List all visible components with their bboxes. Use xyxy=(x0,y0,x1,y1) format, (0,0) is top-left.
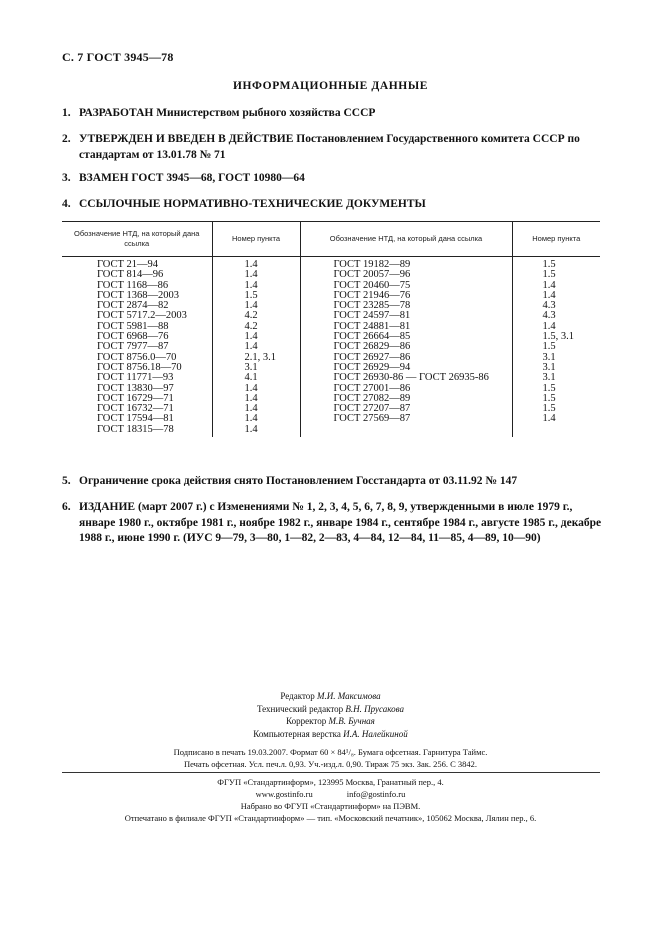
page-header: С. 7 ГОСТ 3945—78 xyxy=(62,50,174,64)
table-cell-value: ГОСТ 26927—86 xyxy=(333,351,411,363)
table-cell-value: 1.4 xyxy=(244,392,258,404)
table-cell-value: 4.2 xyxy=(244,310,258,322)
table-cell-value: 1.5 xyxy=(542,259,556,270)
publisher-contacts xyxy=(0,788,661,800)
table-cell-value: ГОСТ 27207—87 xyxy=(333,403,411,415)
item-bold-text: РАЗРАБОТАН xyxy=(79,107,154,119)
table-cell-value: ГОСТ 13830—97 xyxy=(97,382,174,394)
credit-role: Технический редактор xyxy=(256,703,344,714)
credit-name: М.И. Максимова xyxy=(317,691,381,701)
table-cell-value: 1.4 xyxy=(244,269,258,281)
table-cell-value: 1.5, 3.1 xyxy=(542,331,574,343)
item-bold-text: УТВЕРЖДЕН И ВВЕДЕН В ДЕЙСТВИЕ xyxy=(79,133,294,145)
table-cell-value: 1.5 xyxy=(542,382,556,394)
info-item-6 xyxy=(62,500,602,547)
table-cell-value: 4.3 xyxy=(542,310,556,322)
table-cell-value: ГОСТ 20057—96 xyxy=(333,269,411,281)
table-cell-value: ГОСТ 26664—85 xyxy=(333,331,411,343)
item-number: 3. xyxy=(62,172,71,184)
item-bold-text: ИЗДАНИЕ xyxy=(79,501,136,513)
item-number: 1. xyxy=(62,107,71,119)
item-bold-text: ССЫЛОЧНЫЕ НОРМАТИВНО-ТЕХНИЧЕСКИЕ ДОКУМЕНТЫ xyxy=(79,198,426,210)
table-cell-value: ГОСТ 19182—89 xyxy=(333,259,411,270)
column-header-item: Номер пункта xyxy=(512,222,600,257)
column-header-doc: Обозначение НТД, на который дана ссылка xyxy=(300,222,512,257)
item-number: 4. xyxy=(62,198,71,210)
table-cell-value: ГОСТ 8756.18—70 xyxy=(97,361,182,373)
publisher-info xyxy=(0,776,661,824)
item-number: 6. xyxy=(62,501,71,513)
credit-role: Компьютерная верстка xyxy=(253,728,341,739)
right-doc-list xyxy=(300,257,512,438)
table-cell-value: 1.4 xyxy=(244,279,258,291)
left-item-list xyxy=(212,257,300,438)
table-cell-value: ГОСТ 27569—87 xyxy=(333,413,411,425)
table-cell-value: 1.5 xyxy=(542,341,556,353)
publisher-website: www.gostinfo.ru xyxy=(255,789,313,799)
table-cell-value: ГОСТ 2874—82 xyxy=(97,300,169,312)
item-text: (март 2007 г.) с Изменениями № 1, 2, 3, 4, 5, 6, 7, 8, 9, утвержденными в июле 1979 г., январе 1980 г., октябре 1981 г., ноябре 1982 г., январе 1984 г., сентябре 1984 г., августе 1985 г., декабре 1988 г., июне 1990 г. (ИУС 9—79, 3—80, 1—82, 2—83, 4—84, 12—84, 11—85, 4—89, 10—90) xyxy=(79,501,602,544)
table-cell-value: ГОСТ 24881—81 xyxy=(333,320,411,332)
print-line: Печать офсетная. Усл. печ.л. 0,93. Уч.-изд.л. 0,90. Тираж 75 экз. Зак. 256. С 3842. xyxy=(183,759,478,769)
info-item-2 xyxy=(62,132,602,163)
credit-name: М.В. Бучная xyxy=(328,716,375,726)
table-cell-value: ГОСТ 8756.0—70 xyxy=(97,351,177,363)
item-number: 2. xyxy=(62,133,71,145)
table-cell-value: 3.1 xyxy=(542,351,556,363)
table-cell-value: ГОСТ 24597—81 xyxy=(333,310,411,322)
credit-name: В.Н. Прусакова xyxy=(345,703,405,714)
table-cell-value: ГОСТ 21946—76 xyxy=(333,289,411,301)
table-cell-value: 1.4 xyxy=(244,382,258,394)
table-cell-value: 1.4 xyxy=(542,320,556,332)
table-cell-value: ГОСТ 27001—86 xyxy=(333,382,411,394)
item-number: 5. xyxy=(62,475,71,487)
table-cell-value: 3.1 xyxy=(244,361,258,373)
table-cell-value: 1.4 xyxy=(244,259,258,270)
print-details xyxy=(0,746,661,770)
table-cell-value: 1.5 xyxy=(542,392,556,404)
table-cell-value: 1.4 xyxy=(244,423,258,435)
table-cell-value: ГОСТ 18315—78 xyxy=(97,423,174,435)
item-bold-text: ВЗАМЕН ГОСТ 3945—68, ГОСТ 10980—64 xyxy=(79,172,305,184)
table-cell-value: ГОСТ 20460—75 xyxy=(333,279,411,291)
table-cell-value: 1.5 xyxy=(542,403,556,415)
table-cell-value: ГОСТ 16732—71 xyxy=(97,403,174,415)
table-cell-value: 1.5 xyxy=(542,269,556,281)
item-text: Министерством рыбного хозяйства СССР xyxy=(153,107,376,119)
table-cell-value: ГОСТ 11771—93 xyxy=(97,372,174,384)
info-item-4 xyxy=(62,197,602,213)
editorial-credits xyxy=(0,690,661,740)
column-header-doc: Обозначение НТД, на который дана ссылка xyxy=(62,222,212,257)
table-cell-value: 1.4 xyxy=(244,403,258,415)
info-item-5 xyxy=(62,474,602,490)
credit-role: Корректор xyxy=(286,716,327,726)
table-cell-value: 1.5 xyxy=(244,289,258,301)
credit-line xyxy=(0,690,661,703)
table-cell-value: ГОСТ 1168—86 xyxy=(97,279,169,291)
table-cell-value: ГОСТ 21—94 xyxy=(97,259,159,270)
table-cell-value: 4.1 xyxy=(244,372,258,384)
reference-documents-table xyxy=(62,221,600,437)
divider xyxy=(62,772,600,773)
credit-name: И.А. Налейкиной xyxy=(343,728,408,739)
table-cell-value: 1.4 xyxy=(542,413,556,425)
publisher-email: info@gostinfo.ru xyxy=(346,789,406,799)
left-doc-list xyxy=(62,257,212,438)
credit-line xyxy=(0,728,661,741)
table-cell-value: 1.4 xyxy=(244,331,258,343)
item-text: Ограничение срока действия снято Постановлением Госстандарта от 03.11.92 № 147 xyxy=(79,475,518,487)
table-cell-value: 2.1, 3.1 xyxy=(244,351,276,363)
printed-note: Отпечатано в филиале ФГУП «Стандартинформ» — тип. «Московский печатник», 105062 Москва, Лялин пер., 6. xyxy=(124,813,537,823)
credit-line xyxy=(0,703,661,716)
table-cell-value: ГОСТ 26929—94 xyxy=(333,361,411,373)
item-text: Постановлением Государственного комитета СССР по стандартам от 13.01.78 № 71 xyxy=(79,133,580,161)
table-cell-value: 4.3 xyxy=(542,300,556,312)
table-cell-value: ГОСТ 6968—76 xyxy=(97,331,169,343)
table-cell-value: ГОСТ 26829—86 xyxy=(333,341,411,353)
publisher-address: ФГУП «Стандартинформ», 123995 Москва, Гранатный пер., 4. xyxy=(217,777,444,787)
table-cell-value: ГОСТ 27082—89 xyxy=(333,392,411,404)
table-cell-value: 4.2 xyxy=(244,320,258,332)
info-item-1 xyxy=(62,106,602,122)
credit-role: Редактор xyxy=(280,691,315,701)
table-cell-value: 1.4 xyxy=(244,341,258,353)
table-cell-value: ГОСТ 16729—71 xyxy=(97,392,174,404)
table-cell-value: 3.1 xyxy=(542,372,556,384)
table-cell-value: 1.4 xyxy=(244,413,258,425)
table-cell-value: ГОСТ 814—96 xyxy=(97,269,164,281)
table-cell-value: ГОСТ 7977—87 xyxy=(97,341,169,353)
table-cell-value: 1.4 xyxy=(244,300,258,312)
info-item-3 xyxy=(62,171,602,187)
page-title: ИНФОРМАЦИОННЫЕ ДАННЫЕ xyxy=(232,80,429,92)
table-cell-value: ГОСТ 1368—2003 xyxy=(97,289,180,301)
table-cell-value: ГОСТ 5717.2—2003 xyxy=(97,310,187,322)
table-cell-value: 3.1 xyxy=(542,361,556,373)
table-cell-value: ГОСТ 5981—88 xyxy=(97,320,169,332)
typeset-note: Набрано во ФГУП «Стандартинформ» на ПЭВМ. xyxy=(240,801,421,811)
print-line: Подписано в печать 19.03.2007. Формат 60 × 84¹/₈. Бумага офсетная. Гарнитура Таймс. xyxy=(173,747,488,757)
table-cell-value: ГОСТ 17594—81 xyxy=(97,413,174,425)
credit-line xyxy=(0,715,661,728)
table-cell-value: 1.4 xyxy=(542,289,556,301)
table-cell-value: 1.4 xyxy=(542,279,556,291)
right-item-list xyxy=(512,257,600,438)
table-cell-value: ГОСТ 26930-86 — ГОСТ 26935-86 xyxy=(333,372,489,384)
table-cell-value: ГОСТ 23285—78 xyxy=(333,300,411,312)
column-header-item: Номер пункта xyxy=(212,222,300,257)
